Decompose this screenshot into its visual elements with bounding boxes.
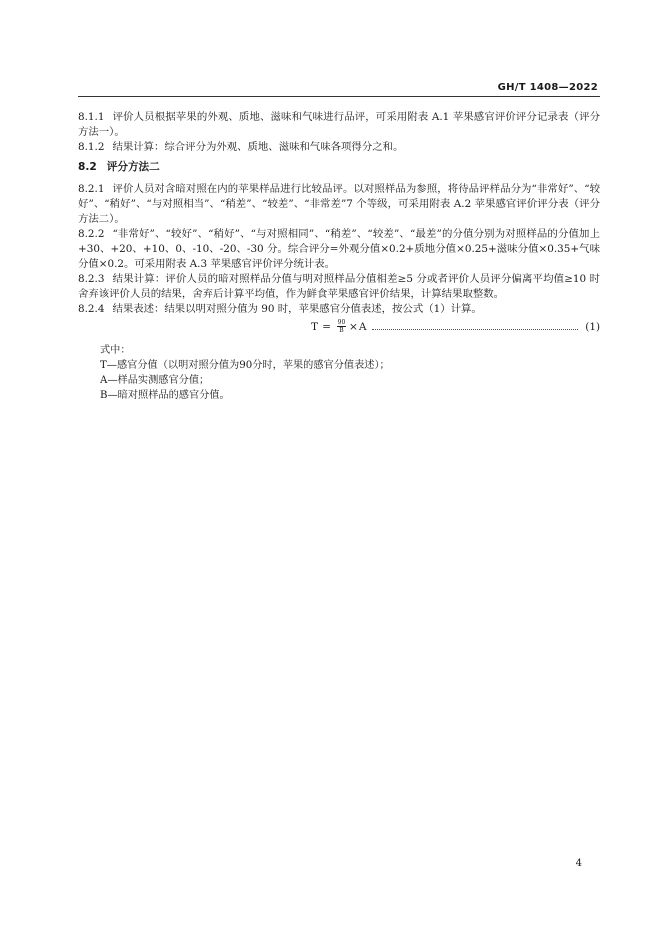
clause-number: 8.2.2	[78, 228, 105, 240]
clause-number: 8.1.1	[78, 111, 105, 123]
clause-8-1-1	[78, 110, 600, 140]
formula-fraction	[337, 320, 346, 334]
formula-times: ×	[348, 321, 358, 333]
clause-number: 8.1.2	[78, 141, 105, 153]
standard-code: GH/T 1408—2022	[497, 82, 598, 93]
section-heading-8-2	[78, 160, 600, 175]
clause-text: 结果计算：评价人员的暗对照样品分值与明对照样品分值相差≥5 分或者评价人员评分偏离平均值≥10 时舍弃该评价人员的结果，舍弃后计算平均值，作为鲜食苹果感官评价结果，计算结果取整数。	[78, 273, 600, 300]
formula-leader-dots	[372, 329, 578, 330]
formula-denominator: B	[339, 326, 344, 334]
formula-1	[78, 317, 600, 337]
formula-equals: =	[322, 321, 331, 333]
formula-expression	[311, 320, 367, 335]
header-rule	[78, 96, 600, 97]
formula-number: (1)	[585, 321, 600, 333]
clause-number: 8.2.3	[78, 273, 105, 285]
clause-8-1-2	[78, 140, 600, 155]
clause-number: 8.2.4	[78, 303, 105, 315]
page-number: 4	[575, 858, 582, 869]
formula-numerator: 90	[337, 318, 346, 326]
clause-8-2-3	[78, 272, 600, 302]
formula-rhs: A	[358, 321, 367, 333]
clause-text: 结果计算：综合评分为外观、质地、滋味和气味各项得分之和。	[112, 141, 404, 153]
section-title: 评分方法二	[106, 161, 160, 173]
clause-text: 评价人员根据苹果的外观、质地、滋味和气味进行品评，可采用附表 A.1 苹果感官评价评分记录表（评分方法一）。	[78, 111, 600, 138]
formula-lhs: T	[311, 321, 319, 333]
clause-8-2-1	[78, 182, 600, 227]
clause-8-2-2	[78, 227, 600, 272]
clause-text: 结果表述：结果以明对照分值为 90 时，苹果感官分值表述，按公式（1）计算。	[112, 303, 482, 315]
clause-text: 评价人员对含暗对照在内的苹果样品进行比较品评。以对照样品为参照，将待品评样品分为“非常好”、“较好”、“稍好”、“与对照相当”、“稍差”、“较差”、“非常差”7 个等级，可采用附表 A.2 苹果感官评价评分表（评分方法二）。	[78, 183, 600, 225]
clause-text: “非常好”、“较好”、“稍好”、“与对照相同”、“稍差”、“较差”、“最差”的分值分别为对照样品的分值加上+30、+20、+10、0、-10、-20、-30 分。综合评分=外观分值×0.2+质地分值×0.25+滋味分值×0.35+气味分值×0.2。可采用附表 A.3 苹果感官评价评分统计表。	[78, 228, 600, 270]
definition-a: A—样品实测感官分值；	[100, 375, 210, 386]
definition-t: T—感官分值（以明对照分值为90分时，苹果的感官分值表述）；	[100, 360, 390, 371]
definition-b: B—暗对照样品的感官分值。	[100, 390, 230, 401]
clause-8-2-4	[78, 302, 600, 317]
section-number: 8.2	[78, 161, 97, 173]
document-body	[78, 110, 600, 403]
clause-number: 8.2.1	[78, 183, 105, 195]
definitions-intro: 式中：	[100, 345, 131, 356]
formula-definitions	[100, 343, 600, 403]
